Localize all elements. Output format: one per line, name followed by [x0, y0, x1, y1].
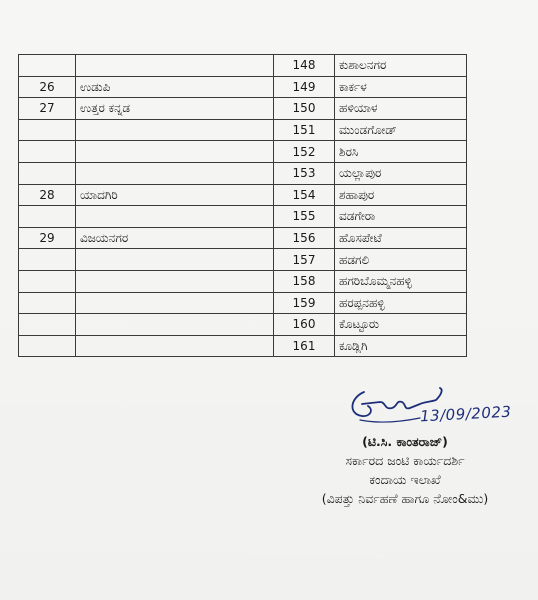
district-name-cell: ಉತ್ತರ ಕನ್ನಡ [76, 98, 274, 120]
table-row [19, 206, 467, 228]
district-number-cell [19, 249, 76, 271]
taluk-name-cell: ಯಲ್ಲಾಪುರ [335, 162, 467, 184]
district-number-cell: 29 [19, 227, 76, 249]
district-number-cell [19, 206, 76, 228]
district-name-cell: ಯಾದಗಿರಿ [76, 184, 274, 206]
officer-name: (ಟಿ.ಸಿ. ಕಾಂತರಾಜ್) [362, 434, 448, 449]
taluk-number-cell: 160 [274, 314, 335, 336]
district-number-cell [19, 162, 76, 184]
district-number-cell [19, 119, 76, 141]
taluk-number-cell: 150 [274, 98, 335, 120]
district-number-cell: 26 [19, 76, 76, 98]
district-name-cell [76, 314, 274, 336]
district-name-cell: ಉಡುಪಿ [76, 76, 274, 98]
taluk-number-cell: 158 [274, 270, 335, 292]
taluk-name-cell: ಕುಶಾಲನಗರ [335, 55, 467, 77]
taluk-number-cell: 157 [274, 249, 335, 271]
taluk-name-cell: ವಡಗೇರಾ [335, 206, 467, 228]
taluk-number-cell: 151 [274, 119, 335, 141]
taluk-name-cell: ಹಗರಿಬೊಮ್ಮನಹಳ್ಳಿ [335, 270, 467, 292]
table-row [19, 119, 467, 141]
taluk-name-cell: ಶಹಾಪುರ [335, 184, 467, 206]
district-name-cell [76, 162, 274, 184]
officer-block [280, 432, 530, 508]
district-number-cell [19, 270, 76, 292]
district-name-cell [76, 206, 274, 228]
taluk-number-cell: 161 [274, 335, 335, 357]
district-number-cell [19, 314, 76, 336]
taluk-table [18, 54, 467, 357]
district-number-cell [19, 141, 76, 163]
table-row [19, 98, 467, 120]
taluk-name-cell: ಹಡಗಲಿ [335, 249, 467, 271]
district-name-cell [76, 292, 274, 314]
taluk-number-cell: 156 [274, 227, 335, 249]
taluk-name-cell: ಕೂಡ್ಲಿಗಿ [335, 335, 467, 357]
taluk-name-cell: ಹೊಸಪೇಟೆ [335, 227, 467, 249]
taluk-name-cell: ಶಿರಸಿ [335, 141, 467, 163]
district-number-cell [19, 55, 76, 77]
signature-date: 13/09/2023 [419, 402, 512, 426]
district-name-cell [76, 270, 274, 292]
officer-division: (ವಿಪತ್ತು ನಿರ್ವಹಣೆ ಹಾಗೂ ನೋಂ&ಮು) [321, 491, 489, 506]
taluk-number-cell: 148 [274, 55, 335, 77]
district-number-cell [19, 335, 76, 357]
taluk-name-cell: ಹರಪ್ಪನಹಳ್ಳಿ [335, 292, 467, 314]
taluk-number-cell: 154 [274, 184, 335, 206]
officer-department: ಕಂದಾಯ ಇಲಾಖೆ [369, 472, 441, 487]
table-row [19, 249, 467, 271]
district-name-cell [76, 249, 274, 271]
taluk-number-cell: 152 [274, 141, 335, 163]
taluk-number-cell: 159 [274, 292, 335, 314]
district-number-cell: 28 [19, 184, 76, 206]
district-number-cell [19, 292, 76, 314]
table-row [19, 227, 467, 249]
officer-designation: ಸರ್ಕಾರದ ಜಂಟಿ ಕಾರ್ಯದರ್ಶಿ [345, 453, 465, 468]
table-row [19, 55, 467, 77]
table-row [19, 162, 467, 184]
table-row [19, 141, 467, 163]
table-row [19, 314, 467, 336]
district-number-cell: 27 [19, 98, 76, 120]
district-name-cell [76, 335, 274, 357]
district-name-cell [76, 141, 274, 163]
table-row [19, 335, 467, 357]
taluk-number-cell: 155 [274, 206, 335, 228]
taluk-name-cell: ಹಳಿಯಾಳ [335, 98, 467, 120]
district-name-cell [76, 55, 274, 77]
table-row [19, 292, 467, 314]
table-row [19, 76, 467, 98]
district-name-cell: ವಿಜಯನಗರ [76, 227, 274, 249]
taluk-name-cell: ಕಾರ್ಕಳ [335, 76, 467, 98]
taluk-number-cell: 149 [274, 76, 335, 98]
table-row [19, 184, 467, 206]
taluk-name-cell: ಕೊಟ್ಟೂರು [335, 314, 467, 336]
taluk-number-cell: 153 [274, 162, 335, 184]
district-name-cell [76, 119, 274, 141]
taluk-name-cell: ಮುಂಡಗೋಡ್ [335, 119, 467, 141]
taluk-table-body [19, 55, 467, 357]
table-row [19, 270, 467, 292]
